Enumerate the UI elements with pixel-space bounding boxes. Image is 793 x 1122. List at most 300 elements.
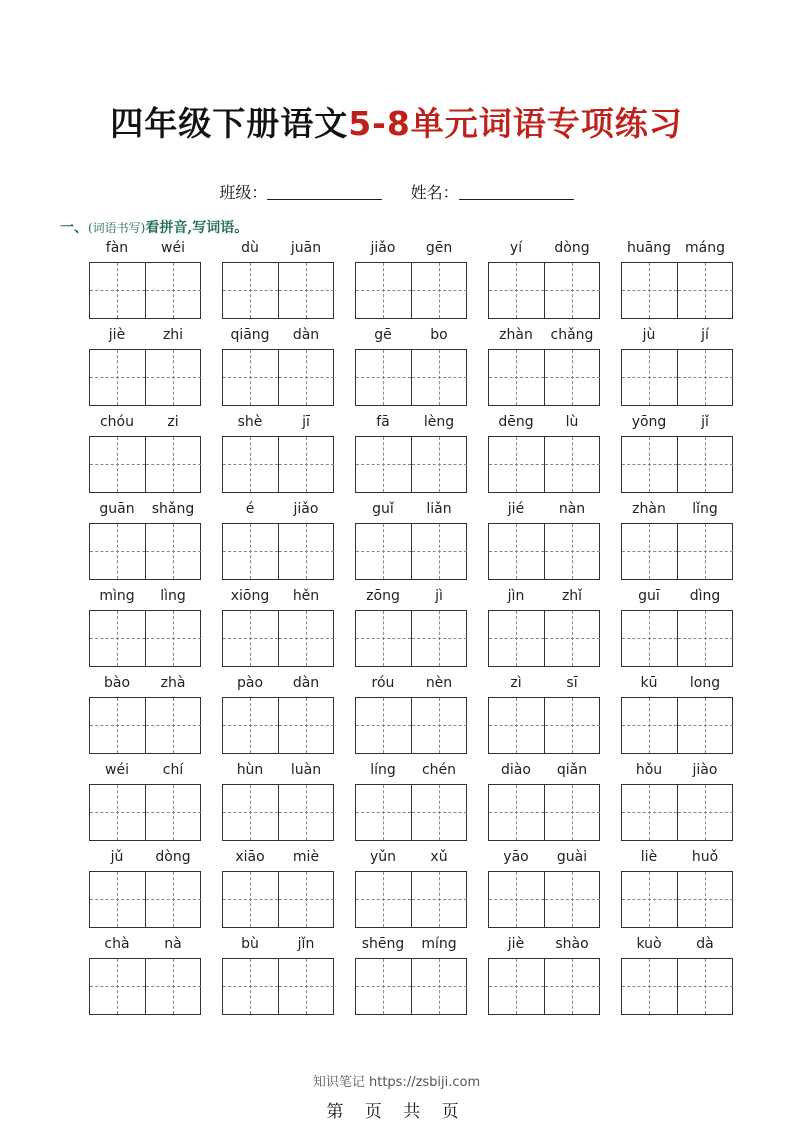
writing-box (621, 784, 733, 841)
pinyin-syllable: yí (509, 240, 523, 256)
tianzige-cell[interactable] (677, 959, 733, 1014)
pinyin-row (355, 675, 467, 695)
writing-box (89, 436, 201, 493)
pinyin-syllable: liè (640, 849, 658, 865)
pinyin-syllable: dìng (689, 588, 721, 604)
pinyin-syllable: huāng (626, 240, 672, 256)
pinyin-syllable: huǒ (691, 849, 719, 865)
tianzige-cell[interactable] (356, 524, 411, 579)
tianzige-cell[interactable] (223, 263, 278, 318)
pinyin-row (355, 588, 467, 608)
pinyin-syllable: zhi (162, 327, 184, 343)
pinyin-syllable: jìn (507, 588, 525, 604)
pinyin-row (621, 588, 733, 608)
writing-box (222, 610, 334, 667)
pinyin-row (89, 936, 201, 956)
word-item (89, 849, 201, 935)
pinyin-syllable: qiāng (230, 327, 270, 343)
pinyin-syllable: juān (290, 240, 322, 256)
pinyin-row (355, 414, 467, 434)
pinyin-row (488, 240, 600, 260)
pinyin-syllable: é (245, 501, 255, 517)
tianzige-cell[interactable] (489, 350, 544, 405)
tianzige-cell[interactable] (90, 437, 145, 492)
pinyin-row (222, 675, 334, 695)
word-item (355, 240, 467, 326)
pinyin-row (89, 849, 201, 869)
pinyin-syllable: liǎn (426, 501, 452, 517)
tianzige-cell[interactable] (544, 524, 600, 579)
word-item (222, 849, 334, 935)
pinyin-syllable: xiōng (230, 588, 270, 604)
writing-box (355, 610, 467, 667)
name-field[interactable] (459, 185, 574, 200)
pinyin-syllable: dà (696, 936, 714, 952)
tianzige-cell[interactable] (223, 524, 278, 579)
pinyin-syllable: nèn (425, 675, 453, 691)
page-title (0, 98, 793, 145)
pinyin-syllable: gē (374, 327, 392, 343)
footer-site: 知识笔记 https://zsbiji.com (312, 1075, 481, 1090)
tianzige-cell[interactable] (677, 263, 733, 318)
tianzige-cell[interactable] (411, 524, 467, 579)
pinyin-syllable: guài (556, 849, 588, 865)
writing-box (488, 523, 600, 580)
pinyin-row (355, 762, 467, 782)
pinyin-row (355, 936, 467, 956)
class-label: 班级： (219, 183, 268, 202)
tianzige-cell[interactable] (356, 263, 411, 318)
pinyin-syllable: shào (555, 936, 589, 952)
tianzige-cell[interactable] (356, 959, 411, 1014)
tianzige-cell[interactable] (489, 611, 544, 666)
word-item (488, 762, 600, 848)
pinyin-row (621, 936, 733, 956)
writing-box (222, 958, 334, 1015)
tianzige-cell[interactable] (223, 611, 278, 666)
pinyin-row (621, 675, 733, 695)
tianzige-cell[interactable] (411, 959, 467, 1014)
tianzige-cell[interactable] (622, 872, 677, 927)
writing-box (222, 697, 334, 754)
pinyin-syllable: jié (507, 501, 525, 517)
writing-box (222, 784, 334, 841)
tianzige-cell[interactable] (145, 611, 201, 666)
pinyin-row (621, 762, 733, 782)
pinyin-syllable: wéi (161, 240, 185, 256)
word-item (355, 675, 467, 761)
writing-box (222, 262, 334, 319)
pinyin-row (89, 762, 201, 782)
pinyin-syllable: zhà (160, 675, 186, 691)
word-item (488, 501, 600, 587)
pinyin-row (488, 849, 600, 869)
tianzige-cell[interactable] (145, 698, 201, 753)
pinyin-row (488, 936, 600, 956)
pinyin-syllable: dòng (155, 849, 191, 865)
writing-box (89, 784, 201, 841)
tianzige-cell[interactable] (677, 611, 733, 666)
pinyin-syllable: zhǐ (561, 588, 583, 604)
word-item (89, 240, 201, 326)
writing-box (355, 436, 467, 493)
pinyin-syllable: chǎng (550, 327, 594, 343)
pinyin-syllable: kū (640, 675, 658, 691)
pinyin-syllable: chí (162, 762, 184, 778)
pinyin-syllable: xǔ (430, 849, 448, 865)
tianzige-cell[interactable] (278, 263, 334, 318)
word-item (355, 762, 467, 848)
tianzige-cell[interactable] (622, 263, 677, 318)
pinyin-syllable: zhàn (632, 501, 666, 517)
writing-box (488, 871, 600, 928)
writing-box (355, 262, 467, 319)
tianzige-cell[interactable] (278, 611, 334, 666)
pinyin-syllable: zhàn (499, 327, 533, 343)
footer-page: 第 页 共 页 (326, 1102, 467, 1122)
writing-box (89, 349, 201, 406)
writing-box (621, 523, 733, 580)
tianzige-cell[interactable] (223, 959, 278, 1014)
tianzige-cell[interactable] (90, 611, 145, 666)
writing-box (621, 349, 733, 406)
word-item (488, 936, 600, 1022)
pinyin-syllable: nàn (558, 501, 586, 517)
pinyin-syllable: lǐng (692, 501, 718, 517)
word-item (222, 762, 334, 848)
writing-box (355, 784, 467, 841)
pinyin-syllable: jǐ (701, 414, 709, 430)
section-instruction: 看拼音,写词语。 (145, 220, 249, 236)
pinyin-row (488, 675, 600, 695)
pinyin-row (621, 414, 733, 434)
tianzige-cell[interactable] (489, 872, 544, 927)
tianzige-cell[interactable] (411, 698, 467, 753)
pinyin-syllable: zōng (366, 588, 400, 604)
pinyin-syllable: míng (421, 936, 457, 952)
pinyin-syllable: yāo (503, 849, 529, 865)
pinyin-syllable: miè (292, 849, 320, 865)
pinyin-syllable: jǐn (297, 936, 315, 952)
pinyin-syllable: zi (167, 414, 179, 430)
writing-box (355, 349, 467, 406)
writing-box (621, 697, 733, 754)
tianzige-cell[interactable] (223, 785, 278, 840)
tianzige-cell[interactable] (489, 437, 544, 492)
word-item (222, 936, 334, 1022)
pinyin-syllable: yōng (631, 414, 667, 430)
pinyin-syllable: sī (566, 675, 578, 691)
pinyin-row (488, 588, 600, 608)
tianzige-cell[interactable] (90, 263, 145, 318)
pinyin-syllable: pào (236, 675, 264, 691)
pinyin-syllable: shè (237, 414, 263, 430)
word-item (621, 762, 733, 848)
writing-box (621, 436, 733, 493)
writing-box (355, 871, 467, 928)
word-item (355, 501, 467, 587)
word-item (89, 414, 201, 500)
tianzige-cell[interactable] (356, 437, 411, 492)
word-item (488, 588, 600, 674)
word-item (222, 414, 334, 500)
writing-box (222, 523, 334, 580)
writing-box (89, 262, 201, 319)
writing-box (488, 262, 600, 319)
pinyin-syllable: dēng (498, 414, 534, 430)
word-item (621, 849, 733, 935)
pinyin-syllable: jiè (507, 936, 525, 952)
title-part2: 5-8单元词语专项练习 (348, 104, 683, 143)
pinyin-syllable: hěn (292, 588, 320, 604)
pinyin-row (355, 501, 467, 521)
tianzige-cell[interactable] (544, 437, 600, 492)
pinyin-syllable: dàn (292, 675, 320, 691)
tianzige-cell[interactable] (90, 698, 145, 753)
word-item (355, 849, 467, 935)
word-item (488, 675, 600, 761)
tianzige-cell[interactable] (489, 698, 544, 753)
word-item (621, 240, 733, 326)
pinyin-row (222, 501, 334, 521)
word-item (621, 327, 733, 413)
word-item (621, 588, 733, 674)
tianzige-cell[interactable] (145, 872, 201, 927)
word-item (621, 501, 733, 587)
pinyin-syllable: chà (104, 936, 130, 952)
pinyin-syllable: guān (99, 501, 135, 517)
tianzige-cell[interactable] (411, 350, 467, 405)
tianzige-cell[interactable] (544, 350, 600, 405)
pinyin-syllable: bào (103, 675, 131, 691)
tianzige-cell[interactable] (223, 350, 278, 405)
pinyin-syllable: xiāo (235, 849, 265, 865)
word-item (355, 327, 467, 413)
tianzige-cell[interactable] (544, 698, 600, 753)
pinyin-syllable: chóu (99, 414, 134, 430)
tianzige-cell[interactable] (223, 437, 278, 492)
student-info (0, 180, 793, 203)
word-item (222, 501, 334, 587)
pinyin-syllable: hùn (236, 762, 264, 778)
section-paren: (词语书写) (88, 221, 146, 235)
tianzige-cell[interactable] (90, 350, 145, 405)
pinyin-row (621, 849, 733, 869)
writing-box (222, 871, 334, 928)
pinyin-row (488, 327, 600, 347)
tianzige-cell[interactable] (677, 437, 733, 492)
tianzige-cell[interactable] (622, 785, 677, 840)
tianzige-cell[interactable] (544, 611, 600, 666)
pinyin-syllable: róu (371, 675, 395, 691)
tianzige-cell[interactable] (145, 785, 201, 840)
pinyin-syllable: guǐ (372, 501, 394, 517)
pinyin-syllable: jiǎo (370, 240, 396, 256)
tianzige-cell[interactable] (544, 263, 600, 318)
writing-box (488, 349, 600, 406)
title-part1: 四年级下册语文 (110, 104, 349, 143)
pinyin-syllable: fàn (105, 240, 129, 256)
tianzige-cell[interactable] (489, 785, 544, 840)
word-item (89, 936, 201, 1022)
word-item (621, 414, 733, 500)
writing-box (222, 349, 334, 406)
writing-box (89, 697, 201, 754)
tianzige-cell[interactable] (278, 872, 334, 927)
tianzige-cell[interactable] (489, 263, 544, 318)
section-number: 一、 (60, 220, 88, 236)
tianzige-cell[interactable] (356, 611, 411, 666)
tianzige-cell[interactable] (278, 524, 334, 579)
tianzige-cell[interactable] (356, 698, 411, 753)
tianzige-cell[interactable] (90, 959, 145, 1014)
tianzige-cell[interactable] (145, 959, 201, 1014)
tianzige-cell[interactable] (622, 350, 677, 405)
pinyin-syllable: jiǎo (293, 501, 319, 517)
pinyin-row (89, 327, 201, 347)
pinyin-row (488, 501, 600, 521)
tianzige-cell[interactable] (411, 872, 467, 927)
writing-box (355, 697, 467, 754)
tianzige-cell[interactable] (278, 350, 334, 405)
pinyin-syllable: yǔn (369, 849, 397, 865)
word-item (89, 327, 201, 413)
pinyin-syllable: jiè (108, 327, 126, 343)
pinyin-syllable: nà (164, 936, 182, 952)
tianzige-cell[interactable] (223, 872, 278, 927)
tianzige-cell[interactable] (411, 611, 467, 666)
tianzige-cell[interactable] (278, 959, 334, 1014)
tianzige-cell[interactable] (677, 350, 733, 405)
pinyin-syllable: gēn (425, 240, 453, 256)
word-item (355, 414, 467, 500)
tianzige-cell[interactable] (411, 263, 467, 318)
pinyin-syllable: lù (565, 414, 579, 430)
word-item (488, 240, 600, 326)
pinyin-syllable: kuò (636, 936, 662, 952)
tianzige-cell[interactable] (622, 524, 677, 579)
pinyin-syllable: jí (701, 327, 709, 343)
tianzige-cell[interactable] (489, 959, 544, 1014)
pinyin-row (222, 762, 334, 782)
tianzige-cell[interactable] (278, 437, 334, 492)
word-item (222, 588, 334, 674)
tianzige-cell[interactable] (356, 785, 411, 840)
writing-box (488, 610, 600, 667)
writing-box (222, 436, 334, 493)
word-item (488, 849, 600, 935)
pinyin-syllable: jù (642, 327, 656, 343)
pinyin-syllable: jiào (692, 762, 718, 778)
pinyin-row (222, 588, 334, 608)
pinyin-syllable: lèng (423, 414, 455, 430)
tianzige-cell[interactable] (356, 872, 411, 927)
pinyin-syllable: lìng (160, 588, 186, 604)
writing-box (621, 871, 733, 928)
tianzige-cell[interactable] (145, 350, 201, 405)
pinyin-row (222, 240, 334, 260)
tianzige-cell[interactable] (356, 350, 411, 405)
pinyin-syllable: dàn (292, 327, 320, 343)
pinyin-row (89, 414, 201, 434)
pinyin-syllable: dòng (554, 240, 590, 256)
tianzige-cell[interactable] (223, 698, 278, 753)
pinyin-syllable: jì (435, 588, 443, 604)
pinyin-syllable: dù (241, 240, 259, 256)
tianzige-cell[interactable] (411, 785, 467, 840)
writing-box (89, 871, 201, 928)
word-item (621, 675, 733, 761)
pinyin-syllable: bù (241, 936, 259, 952)
pinyin-row (621, 327, 733, 347)
writing-box (488, 436, 600, 493)
tianzige-cell[interactable] (622, 698, 677, 753)
pinyin-row (89, 675, 201, 695)
pinyin-row (355, 327, 467, 347)
tianzige-cell[interactable] (622, 437, 677, 492)
word-item (355, 588, 467, 674)
word-item (89, 501, 201, 587)
tianzige-cell[interactable] (278, 785, 334, 840)
tianzige-cell[interactable] (278, 698, 334, 753)
pinyin-syllable: jī (302, 414, 310, 430)
class-field[interactable] (267, 185, 382, 200)
pinyin-syllable: guī (638, 588, 660, 604)
tianzige-cell[interactable] (145, 437, 201, 492)
pinyin-row (355, 849, 467, 869)
word-item (222, 240, 334, 326)
pinyin-row (89, 588, 201, 608)
pinyin-syllable: zì (510, 675, 522, 691)
tianzige-cell[interactable] (90, 872, 145, 927)
pinyin-syllable: chén (421, 762, 457, 778)
tianzige-cell[interactable] (622, 611, 677, 666)
section-heading (60, 217, 248, 237)
tianzige-cell[interactable] (544, 785, 600, 840)
writing-box (621, 610, 733, 667)
word-item (355, 936, 467, 1022)
pinyin-syllable: diào (501, 762, 531, 778)
pinyin-syllable: jǔ (110, 849, 124, 865)
tianzige-cell[interactable] (489, 524, 544, 579)
tianzige-cell[interactable] (677, 698, 733, 753)
tianzige-cell[interactable] (677, 785, 733, 840)
pinyin-row (488, 414, 600, 434)
tianzige-cell[interactable] (677, 524, 733, 579)
word-item (488, 414, 600, 500)
word-item (89, 675, 201, 761)
word-item (222, 675, 334, 761)
writing-box (355, 523, 467, 580)
writing-box (488, 784, 600, 841)
tianzige-cell[interactable] (544, 872, 600, 927)
tianzige-cell[interactable] (544, 959, 600, 1014)
writing-box (621, 262, 733, 319)
word-item (222, 327, 334, 413)
name-label: 姓名： (410, 183, 459, 202)
writing-box (488, 697, 600, 754)
tianzige-cell[interactable] (145, 524, 201, 579)
pinyin-syllable: shǎng (151, 501, 195, 517)
pinyin-syllable: luàn (290, 762, 322, 778)
tianzige-cell[interactable] (622, 959, 677, 1014)
tianzige-cell[interactable] (677, 872, 733, 927)
tianzige-cell[interactable] (411, 437, 467, 492)
word-item (488, 327, 600, 413)
tianzige-cell[interactable] (145, 263, 201, 318)
tianzige-cell[interactable] (90, 785, 145, 840)
tianzige-cell[interactable] (90, 524, 145, 579)
